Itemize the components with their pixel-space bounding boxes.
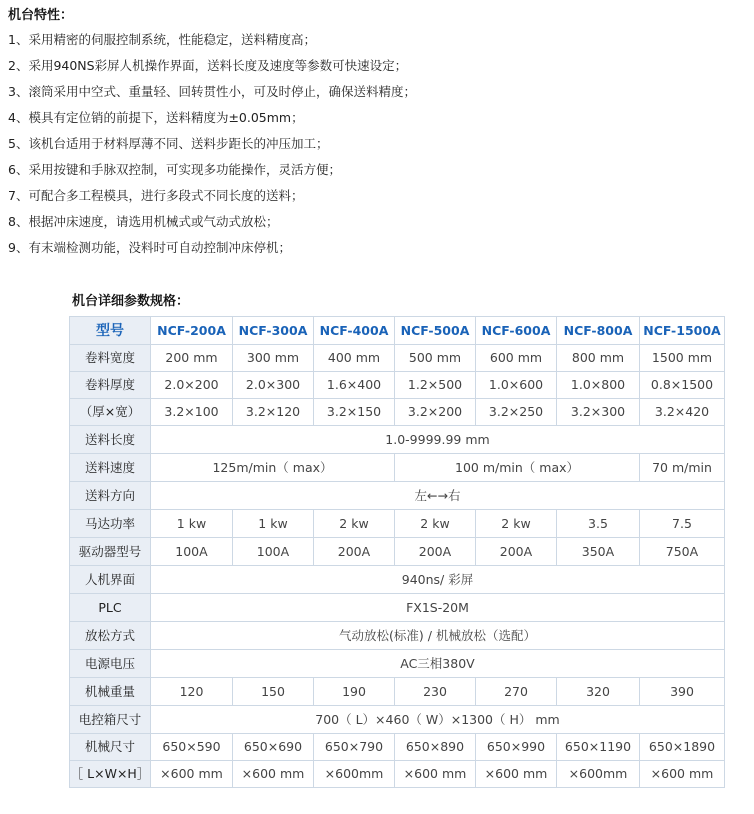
- value-cell: 左←→右: [151, 482, 725, 510]
- row-label: 机械尺寸: [70, 734, 151, 761]
- value-cell: ×600mm: [314, 761, 395, 788]
- model-cell: NCF-300A: [233, 317, 314, 345]
- value-cell: 650×1190: [557, 734, 640, 761]
- header-row: [70, 317, 725, 345]
- value-cell: 230: [395, 678, 476, 706]
- model-cell: NCF-600A: [476, 317, 557, 345]
- feature-item: 7、可配合多工程模具，进行多段式不同长度的送料；: [8, 188, 304, 203]
- feature-item: 6、采用按键和手脉双控制，可实现多功能操作，灵活方便；: [8, 162, 341, 177]
- value-cell: ×600 mm: [640, 761, 725, 788]
- value-cell: 2.0×200: [151, 372, 233, 399]
- weight-row: [70, 678, 725, 706]
- value-cell: 650×890: [395, 734, 476, 761]
- value-cell: 940ns/ 彩屏: [151, 566, 725, 594]
- value-cell: ×600 mm: [476, 761, 557, 788]
- row-label: 送料长度: [70, 426, 151, 454]
- thickness-row: [70, 399, 725, 426]
- value-cell: 125m/min（ max）: [151, 454, 395, 482]
- value-cell: 7.5: [640, 510, 725, 538]
- width-row: [70, 345, 725, 372]
- value-cell: 3.2×300: [557, 399, 640, 426]
- model-cell: NCF-1500A: [640, 317, 725, 345]
- model-cell: NCF-400A: [314, 317, 395, 345]
- value-cell: 600 mm: [476, 345, 557, 372]
- row-label: 马达功率: [70, 510, 151, 538]
- value-cell: 390: [640, 678, 725, 706]
- value-cell: FX1S-20M: [151, 594, 725, 622]
- feature-item: 5、该机台适用于材料厚薄不同、送料步距长的冲压加工；: [8, 136, 329, 151]
- value-cell: 1.0×600: [476, 372, 557, 399]
- row-label: 机械重量: [70, 678, 151, 706]
- model-cell: NCF-800A: [557, 317, 640, 345]
- value-cell: 1.0×800: [557, 372, 640, 399]
- value-cell: 2 kw: [395, 510, 476, 538]
- features-list: [8, 30, 416, 264]
- row-label: 卷料宽度: [70, 345, 151, 372]
- row-label: 卷料厚度: [70, 372, 151, 399]
- value-cell: 300 mm: [233, 345, 314, 372]
- direction-row: [70, 482, 725, 510]
- row-label: 人机界面: [70, 566, 151, 594]
- feature-item: 3、滚筒采用中空式、重量轻、回转贯性小，可及时停止，确保送料精度；: [8, 84, 416, 99]
- row-label: PLC: [70, 594, 151, 622]
- power-row: [70, 650, 725, 678]
- value-cell: 3.2×250: [476, 399, 557, 426]
- value-cell: 3.2×100: [151, 399, 233, 426]
- row-label: 电控箱尺寸: [70, 706, 151, 734]
- thickness-row: [70, 372, 725, 399]
- release-row: [70, 622, 725, 650]
- row-label: （厚×宽）: [70, 399, 151, 426]
- motor-row: [70, 510, 725, 538]
- value-cell: 1500 mm: [640, 345, 725, 372]
- value-cell: 190: [314, 678, 395, 706]
- specs-table: [69, 316, 725, 788]
- model-header-label: 型号: [70, 317, 151, 345]
- driver-row: [70, 538, 725, 566]
- value-cell: 3.2×420: [640, 399, 725, 426]
- value-cell: 3.5: [557, 510, 640, 538]
- value-cell: 320: [557, 678, 640, 706]
- value-cell: 2 kw: [476, 510, 557, 538]
- value-cell: 2.0×300: [233, 372, 314, 399]
- value-cell: 0.8×1500: [640, 372, 725, 399]
- row-label: 驱动器型号: [70, 538, 151, 566]
- row-label: 送料速度: [70, 454, 151, 482]
- value-cell: 1.2×500: [395, 372, 476, 399]
- value-cell: 1 kw: [151, 510, 233, 538]
- value-cell: 1.0-9999.99 mm: [151, 426, 725, 454]
- value-cell: 650×1890: [640, 734, 725, 761]
- value-cell: 800 mm: [557, 345, 640, 372]
- value-cell: ×600mm: [557, 761, 640, 788]
- value-cell: 100A: [233, 538, 314, 566]
- value-cell: 350A: [557, 538, 640, 566]
- value-cell: 100 m/min（ max）: [395, 454, 640, 482]
- value-cell: 3.2×120: [233, 399, 314, 426]
- value-cell: 2 kw: [314, 510, 395, 538]
- model-cell: NCF-200A: [151, 317, 233, 345]
- value-cell: 气动放松(标准) / 机械放松（选配）: [151, 622, 725, 650]
- row-label: 放松方式: [70, 622, 151, 650]
- size-row: [70, 734, 725, 761]
- value-cell: 100A: [151, 538, 233, 566]
- value-cell: 650×790: [314, 734, 395, 761]
- feature-item: 1、采用精密的伺服控制系统，性能稳定，送料精度高；: [8, 32, 316, 47]
- row-label: ［ L×W×H］: [70, 761, 151, 788]
- value-cell: 200A: [476, 538, 557, 566]
- features-title: 机台特性：: [8, 8, 74, 23]
- hmi-row: [70, 566, 725, 594]
- feature-item: 2、采用940NS彩屏人机操作界面，送料长度及速度等参数可快速设定；: [8, 58, 408, 73]
- value-cell: 200A: [314, 538, 395, 566]
- value-cell: 70 m/min: [640, 454, 725, 482]
- value-cell: ×600 mm: [395, 761, 476, 788]
- box-row: [70, 706, 725, 734]
- plc-row: [70, 594, 725, 622]
- feature-item: 8、根据冲床速度，请选用机械式或气动式放松；: [8, 214, 279, 229]
- value-cell: 270: [476, 678, 557, 706]
- value-cell: 500 mm: [395, 345, 476, 372]
- feature-item: 9、有末端检测功能，没料时可自动控制冲床停机；: [8, 240, 291, 255]
- value-cell: 1.6×400: [314, 372, 395, 399]
- value-cell: 1 kw: [233, 510, 314, 538]
- length-row: [70, 426, 725, 454]
- value-cell: 3.2×200: [395, 399, 476, 426]
- value-cell: 400 mm: [314, 345, 395, 372]
- value-cell: 650×990: [476, 734, 557, 761]
- feature-item: 4、模具有定位销的前提下，送料精度为±0.05mm；: [8, 110, 304, 125]
- value-cell: 200 mm: [151, 345, 233, 372]
- value-cell: 650×690: [233, 734, 314, 761]
- speed-row: [70, 454, 725, 482]
- value-cell: 750A: [640, 538, 725, 566]
- specs-title: 机台详细参数规格：: [72, 294, 190, 309]
- size-row: [70, 761, 725, 788]
- value-cell: 700（ L）×460（ W）×1300（ H） mm: [151, 706, 725, 734]
- value-cell: 200A: [395, 538, 476, 566]
- row-label: 送料方向: [70, 482, 151, 510]
- value-cell: 150: [233, 678, 314, 706]
- value-cell: ×600 mm: [233, 761, 314, 788]
- row-label: 电源电压: [70, 650, 151, 678]
- value-cell: 650×590: [151, 734, 233, 761]
- value-cell: ×600 mm: [151, 761, 233, 788]
- value-cell: AC三相380V: [151, 650, 725, 678]
- value-cell: 3.2×150: [314, 399, 395, 426]
- model-cell: NCF-500A: [395, 317, 476, 345]
- value-cell: 120: [151, 678, 233, 706]
